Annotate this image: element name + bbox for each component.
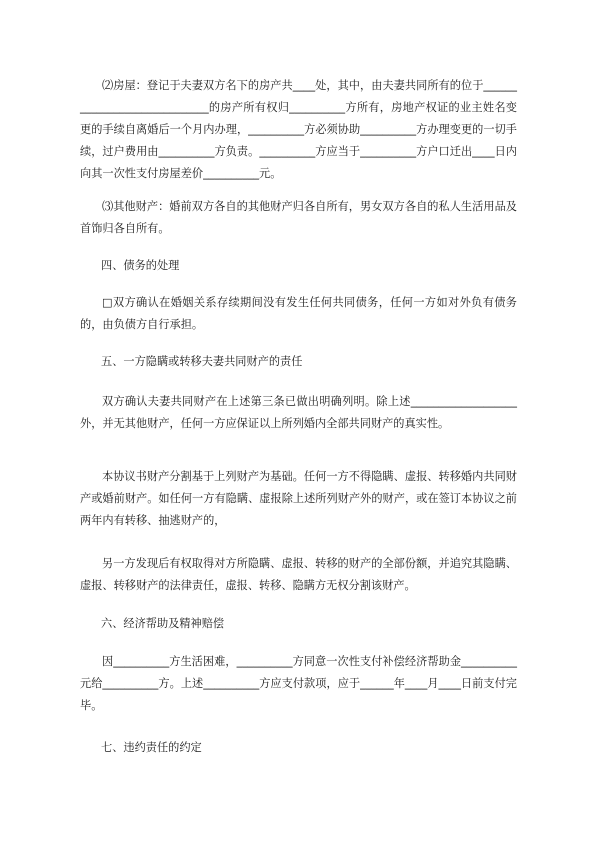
paragraph-house: ⑵房屋：登记于夫妻双方名下的房产共____处，其中，由夫妻共同所有的位于_____________________________的房产所有权归__________方所有，房地产权证的业主姓名变更的手续自离婚后一个月内办理，__________方必须协助__________方办理变更的一切手续，过户费用由__________方负责。__________方应当于__________方户口迁出____日内向其一次性支付房屋差价__________元。 (80, 79, 517, 180)
paragraph-other-property: ⑶其他财产：婚前双方各自的其他财产归各自所有，男女双方各自的私人生活用品及首饰归各自所有。 (80, 200, 517, 235)
section-heading-breach: 七、违约责任的约定 (101, 741, 202, 754)
paragraph-debts: □双方确认在婚姻关系存续期间没有发生任何共同债务，任何一方如对外负有债务的，由负债方自行承担。 (80, 296, 517, 331)
paragraph-basis: 本协议书财产分割基于上列财产为基础。任何一方不得隐瞒、虚报、转移婚内共同财产或婚前财产。如任何一方有隐瞒、虚报除上述所列财产外的财产，或在签订本协议之前两年内有转移、抽逃财产的， (80, 470, 517, 527)
section-heading-debts: 四、债务的处理 (101, 259, 180, 272)
paragraph-assistance: 因__________方生活困难，__________方同意一次性支付补偿经济帮助金__________元给__________方。上述__________方应支付款项，应于______年____月____日前支付完毕。 (80, 655, 517, 712)
section-heading-concealment: 五、一方隐瞒或转移夫妻共同财产的责任 (101, 355, 303, 368)
paragraph-confirmation: 双方确认夫妻共同财产在上述第三条已做出明确列明。除上述___________________外，并无其他财产，任何一方应保证以上所列婚内全部共同财产的真实性。 (80, 395, 517, 430)
paragraph-consequence: 另一方发现后有权取得对方所隐瞒、虚报、转移的财产的全部份额，并追究其隐瞒、虚报、转移财产的法律责任，虚报、转移、隐瞒方无权分割该财产。 (80, 557, 517, 592)
section-heading-assistance: 六、经济帮助及精神赔偿 (101, 617, 225, 630)
